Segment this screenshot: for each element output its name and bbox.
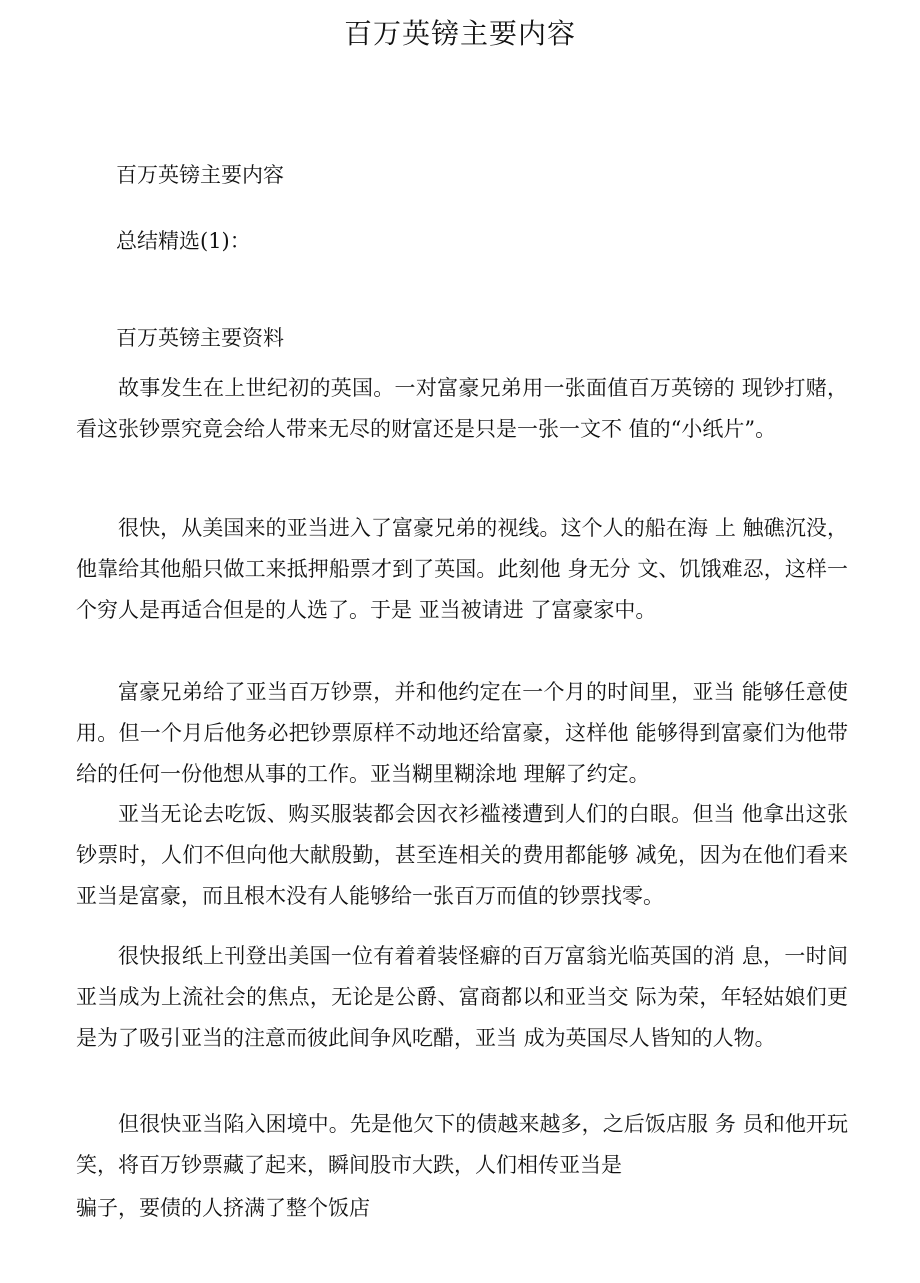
paragraph-6: 但很快亚当陷入困境中。先是他欠下的债越来越多，之后饭店服 务 员和他开玩笑，将百万钞票藏了起来，瞬间股市大跌，人们相传亚当是 — [76, 1112, 848, 1177]
paragraph-1: 故事发生在上世纪初的英国。一对富豪兄弟用一张面值百万英镑的 现钞打赌，看这张钞票究竟会给人带来无尽的财富还是只是一张一文不 值的“小纸片”。 — [76, 376, 848, 441]
paragraph-5: 很快报纸上刊登出美国一位有着着装怪癖的百万富翁光临英国的消 息，一时间亚当成为上流社会的焦点，无论是公爵、富商都以和亚当交 际为荣，年轻姑娘们更是为了吸引亚当的注意而彼此间争风吃醋，亚当 成为英国尽人皆知的人物。 — [76, 944, 848, 1050]
paragraph-2: 很快，从美国来的亚当进入了富豪兄弟的视线。这个人的船在海 上 触礁沉没，他靠给其他船只做工来抵押船票才到了英国。此刻他 身无分 文、饥饿难忍，这样一个穷人是再适合但是的人选了。于是 亚当被请进 了富豪家中。 — [76, 516, 848, 622]
paragraph-4: 亚当无论去吃饭、购买服装都会因衣衫褴褛遭到人们的白眼。但当 他拿出这张钞票时，人们不但向他大献殷勤，甚至连相关的费用都能够 减免，因为在他们看来亚当是富豪，而且根木没有人能够给一张百万而值的钞票找零。 — [76, 802, 848, 908]
paragraph-continuation: 骗子，要债的人挤满了整个饭店 — [76, 1196, 370, 1220]
paragraph-3: 富豪兄弟给了亚当百万钞票，并和他约定在一个月的时间里，亚当 能够任意使用。但一个月后他务必把钞票原样不动地还给富豪，这样他 能够得到富豪们为他带给的任何一份他想从事的工作。亚当糊里糊涂地 理解了约定。 — [76, 680, 848, 786]
section-title: 百万英镑主要资料 — [116, 326, 284, 350]
subheading: 百万英镑主要内容 — [116, 163, 284, 187]
summary-label: 总结精选(1)： — [116, 229, 251, 253]
document-title: 百万英镑主要内容 — [343, 17, 576, 50]
